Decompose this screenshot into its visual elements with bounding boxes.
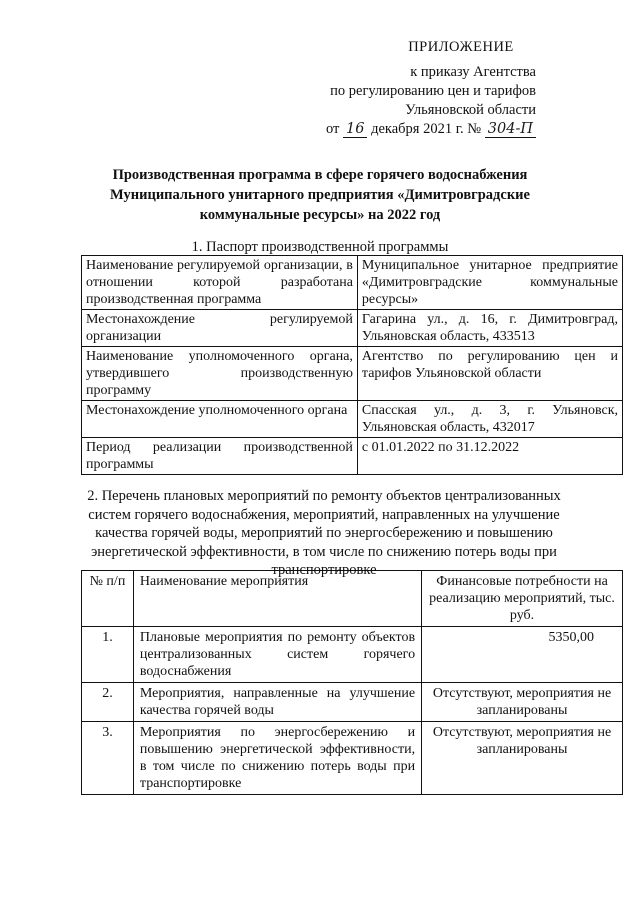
handwritten-order-number: 304-П: [485, 121, 536, 138]
column-header-num: № п/п: [82, 571, 134, 627]
passport-label: Период реализации производственной программы: [82, 438, 358, 475]
passport-value: Агентство по регулированию цен и тарифов Ульяновской области: [357, 347, 622, 401]
date-prefix: от: [326, 121, 340, 137]
row-measure-name: Мероприятия по энергосбережению и повышению энергетической эффективности, в том числе по снижению потерь воды при транспортировке: [133, 722, 421, 795]
passport-value: Гагарина ул., д. 16, г. Димитровград, Ульяновская область, 433513: [357, 310, 622, 347]
title-line-2: Муниципального унитарного предприятия «Димитровградские: [110, 187, 530, 203]
passport-value: Спасская ул., д. 3, г. Ульяновск, Ульяновская область, 432017: [357, 401, 622, 438]
passport-label: Наименование регулируемой организации, в отношении которой разработана производственная программа: [82, 256, 358, 310]
passport-label: Местонахождение регулируемой организации: [82, 310, 358, 347]
title-line-3: коммунальные ресурсы» на 2022 год: [199, 207, 441, 223]
row-number: 3.: [82, 722, 134, 795]
row-finance: Отсутствуют, мероприятия не запланированы: [422, 722, 623, 795]
appendix-heading: ПРИЛОЖЕНИЕ: [408, 39, 514, 55]
row-finance: 5350,00: [422, 627, 623, 683]
section1-heading: 1. Паспорт производственной программы: [191, 239, 449, 255]
passport-row: [82, 401, 623, 438]
measures-table: [81, 570, 623, 795]
appendix-block: [236, 38, 536, 139]
passport-row: [82, 347, 623, 401]
column-header-finance: Финансовые потребности на реализацию мероприятий, тыс. руб.: [422, 571, 623, 627]
measures-header-row: [82, 571, 623, 627]
passport-label: Местонахождение уполномоченного органа: [82, 401, 358, 438]
appendix-line-1: к приказу Агентства: [410, 64, 536, 80]
appendix-line-3: Ульяновской области: [405, 102, 536, 118]
column-header-name: Наименование мероприятия: [133, 571, 421, 627]
appendix-line-2: по регулированию цен и тарифов: [330, 83, 536, 99]
passport-row: [82, 438, 623, 475]
passport-table: [81, 255, 623, 475]
row-measure-name: Плановые мероприятия по ремонту объектов централизованных систем горячего водоснабжения: [133, 627, 421, 683]
passport-value: Муниципальное унитарное предприятие «Димитровградские коммунальные ресурсы»: [357, 256, 622, 310]
appendix-date-line: [236, 120, 536, 139]
title-line-1: Производственная программа в сфере горячего водоснабжения: [112, 167, 528, 183]
passport-label: Наименование уполномоченного органа, утвердившего производственную программу: [82, 347, 358, 401]
passport-row: [82, 310, 623, 347]
number-sign: №: [467, 121, 482, 137]
section2-heading: 2. Перечень плановых мероприятий по ремонту объектов централизованных систем горячего водоснабжения, мероприятий, направленных на улучшение качества горячей воды, мероприятий по энергосбережению и повышению энергетической эффективности, в том числе по снижению потерь воды при транспортировке: [87, 488, 561, 578]
row-number: 2.: [82, 683, 134, 722]
date-rest: декабря 2021 г.: [371, 121, 464, 137]
row-measure-name: Мероприятия, направленные на улучшение качества горячей воды: [133, 683, 421, 722]
document-title: [80, 165, 560, 225]
row-finance: Отсутствуют, мероприятия не запланированы: [422, 683, 623, 722]
table-row: [82, 683, 623, 722]
handwritten-day: 16: [343, 121, 367, 138]
passport-value: с 01.01.2022 по 31.12.2022: [357, 438, 622, 475]
row-number: 1.: [82, 627, 134, 683]
passport-row: [82, 256, 623, 310]
table-row: [82, 627, 623, 683]
table-row: [82, 722, 623, 795]
